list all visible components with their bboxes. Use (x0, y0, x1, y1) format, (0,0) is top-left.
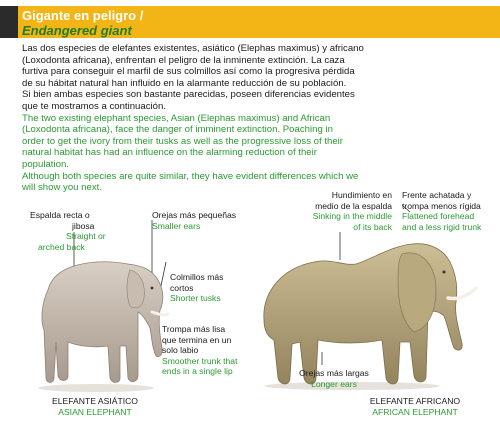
asian-back-label (30, 210, 106, 252)
label-es: Orejas más pequeñas (152, 210, 237, 220)
intro-line-en: population. (22, 158, 69, 170)
intro-line-en: order to get the ivory from their tusks as well as the progressive loss of their (22, 135, 343, 147)
intro-line-es: Las dos especies de elefantes existentes, asiático (Elephas maximus) y africano (22, 43, 364, 54)
intro-line-en: Although both species are quite similar, they have evident differences which we (22, 170, 359, 182)
intro-line-en: will show you next. (22, 182, 102, 194)
asian-tusks-label (170, 272, 223, 304)
label-en: Flattened forehead (402, 211, 475, 222)
label-es: trompa menos rígida (402, 200, 481, 211)
label-es: Hundimiento en (331, 190, 392, 200)
label-es: Espalda recta o (30, 210, 90, 220)
intro-line-es: que te mostramos a continuación. (22, 100, 166, 112)
intro-line-en: natural habitat has had an influence on the alarming reduction of their (22, 147, 317, 159)
label-es: Trompa más lisa (162, 324, 226, 334)
label-en: ends in a single lip (162, 366, 233, 377)
african-ears-label (294, 368, 374, 389)
page-title-spanish: Gigante en peligro / (22, 8, 144, 23)
label-en: Smaller ears (152, 220, 201, 231)
african-elephant-caption (360, 396, 470, 417)
african-back-label (282, 190, 392, 232)
label-en: Longer ears (311, 378, 357, 389)
intro-line-en: (Loxodonta africana), face the danger of imminent extinction. Poaching in (22, 124, 333, 136)
intro-line-es: furtiva para conseguir el marfil de sus colmillos así como la progresiva pérdida (22, 66, 355, 78)
intro-line-es: (Loxodonta africana), enfrentan el peligro de la inminente extinción. La caza (22, 54, 345, 66)
african-elephant-illustration (252, 232, 490, 390)
label-es: Colmillos más (170, 272, 224, 282)
label-en: Straight or (66, 231, 106, 242)
label-es: que termina en un (162, 334, 232, 345)
label-en: Sinking in the middle (312, 211, 392, 222)
intro-line-es: de su hábitat natural han influido en la alarmante reducción de su población. (22, 77, 347, 89)
label-en: Smoother trunk that (162, 355, 238, 366)
asian-ears-label (152, 210, 236, 231)
caption-en: AFRICAN ELEPHANT (372, 406, 458, 417)
label-en: Shorter tusks (170, 293, 221, 304)
label-en: arched back (38, 241, 85, 252)
label-en: and a less rigid trunk (402, 221, 482, 232)
caption-en: ASIAN ELEPHANT (58, 406, 132, 417)
asian-trunk-label (162, 324, 237, 377)
label-es: jibosa (72, 220, 95, 231)
caption-es: ELEFANTE ASIÁTICO (52, 396, 138, 406)
label-es: solo labio (162, 345, 199, 356)
caption-es: ELEFANTE AFRICANO (369, 396, 461, 406)
label-es: Frente achatada y (402, 190, 472, 200)
label-es: medio de la espalda (315, 200, 392, 211)
label-en: of its back (353, 221, 392, 232)
label-es: cortos (170, 282, 194, 293)
label-es: Orejas más largas (299, 368, 369, 378)
asian-elephant-caption (40, 396, 150, 417)
african-forehead-label (402, 190, 481, 232)
intro-line-es: Si bien ambas especies son bastante parecidas, poseen diferencias evidentes (22, 89, 355, 101)
intro-line-en: The two existing elephant species, Asian (Elephas maximus) and African (22, 112, 331, 124)
page-title-english: Endangered giant (22, 23, 132, 38)
